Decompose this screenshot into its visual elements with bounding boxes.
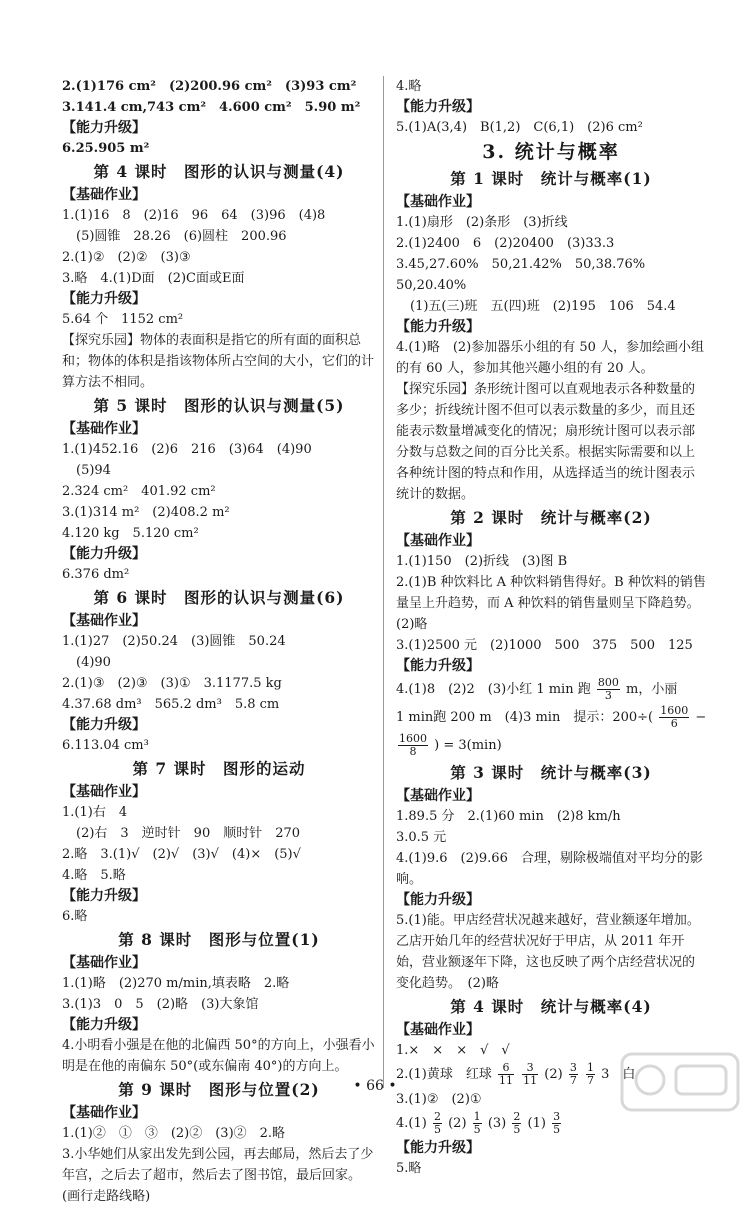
answer-line: 5.(1)A(3,4) B(1,2) C(6,1) (2)6 cm²: [396, 120, 643, 135]
answer-line: 5.64 个 1152 cm²: [62, 312, 184, 327]
answer-text: (2): [544, 1067, 563, 1082]
answer-line: (4)90: [76, 655, 111, 670]
fraction-denominator: 11: [523, 1074, 538, 1087]
section-heading: 【基础作业】: [62, 613, 146, 629]
answer-line: 1.(1)452.16 (2)6 216 (3)64 (4)90: [62, 442, 312, 457]
answer-line: (1)五(三)班 五(四)班 (2)195 106 54.4: [410, 299, 676, 314]
fraction-denominator: 5: [473, 1123, 481, 1136]
answer-line: (2)右 3 逆时针 90 顺时针 270: [76, 826, 301, 841]
section-heading: 【能力升级】: [62, 717, 146, 733]
answer-paragraph: 3.小华她们从家出发先到公园，再去邮局，然后去了少年宫，之后去了超市，然后去了图书馆，最后回家。(画行走路线略): [62, 1147, 374, 1204]
section-heading: 【能力升级】: [396, 892, 480, 908]
answer-paragraph: 2.(1)B 种饮料比 A 种饮料销售得好。B 种饮料的销售量呈上升趋势，而 A 种饮料的销售量则呈下降趋势。 (2)略: [396, 575, 707, 632]
section-heading: 【基础作业】: [62, 955, 146, 971]
answer-line: 3.(1)② (2)①: [396, 1092, 482, 1107]
fraction-numerator: 800: [597, 676, 619, 689]
answer-line: 3.(1)314 m² (2)408.2 m²: [62, 505, 230, 520]
answer-line: 5.略: [396, 1161, 422, 1176]
explore-paragraph: 【探究乐园】物体的表面积是指它的所有面的面积总和；物体的体积是指该物体所占空间的大小，它们的计算方法不相同。: [62, 333, 375, 390]
answer-line: 1.(1)27 (2)50.24 (3)圆锥 50.24: [62, 634, 286, 649]
lesson-title: 第 5 课时 图形的认识与测量(5): [93, 396, 345, 415]
section-heading: 【基础作业】: [396, 788, 480, 804]
section-heading: 【能力升级】: [396, 99, 480, 115]
answer-line: 3.略 4.(1)D面 (2)C面或E面: [62, 271, 245, 286]
lesson-title: 第 9 课时 图形与位置(2): [118, 1080, 320, 1099]
answer-line: 1.(1)扇形 (2)条形 (3)折线: [396, 215, 568, 230]
left-column: [62, 76, 376, 1207]
section-heading: 【基础作业】: [396, 533, 480, 549]
lesson-title: 第 3 课时 统计与概率(3): [450, 763, 652, 782]
answer-line: 4.120 kg 5.120 cm²: [62, 526, 199, 541]
section-heading: 【基础作业】: [62, 1105, 146, 1121]
answer-text: 3 白: [601, 1067, 636, 1082]
answer-text: ) = 3(min): [434, 738, 502, 753]
answer-line: 4.略: [396, 79, 422, 94]
answer-line: 2.(1)2400 6 (2)20400 (3)33.3: [396, 236, 615, 251]
fraction: [597, 677, 620, 702]
answer-line: 1.(1)② ① ③ (2)② (3)② 2.略: [62, 1126, 286, 1141]
answer-line: 2.略 3.(1)√ (2)√ (3)√ (4)× (5)√: [62, 847, 301, 862]
fraction-denominator: 5: [433, 1123, 441, 1136]
answer-line: 1.(1)略 (2)270 m/min,填表略 2.略: [62, 976, 290, 991]
lesson-title: 第 4 课时 统计与概率(4): [450, 997, 652, 1016]
answer-line: [396, 1110, 706, 1138]
lesson-title: 第 2 课时 统计与概率(2): [450, 508, 652, 527]
fraction-numerator: 1600: [399, 732, 427, 745]
answer-line: 2.(1)③ (2)③ (3)① 3.1177.5 kg: [62, 676, 282, 691]
answer-line: 2.(1)176 cm² (2)200.96 cm² (3)93 cm²: [62, 79, 357, 94]
section-heading: 【基础作业】: [62, 187, 146, 203]
answer-line: 4.37.68 dm³ 565.2 dm³ 5.8 cm: [62, 697, 280, 712]
fraction: [552, 1111, 561, 1136]
section-heading: 【能力升级】: [396, 658, 480, 674]
column-divider: [383, 76, 384, 1088]
answer-text: (3): [487, 1116, 507, 1131]
fraction-denominator: 6: [670, 717, 678, 730]
answer-text: m，小丽: [626, 682, 678, 697]
section-heading: 【能力升级】: [62, 1017, 146, 1033]
lesson-title: 第 6 课时 图形的认识与测量(6): [93, 588, 345, 607]
fraction-numerator: 2: [513, 1110, 521, 1123]
section-heading: 【能力升级】: [62, 546, 146, 562]
fraction-numerator: 1600: [660, 704, 689, 717]
answer-text: 4.(1)8 (2)2 (3)小红 1 min 跑: [396, 682, 591, 697]
answer-line: 3.141.4 cm,743 cm² 4.600 cm² 5.90 m²: [62, 100, 361, 115]
lesson-title: 第 8 课时 图形与位置(1): [118, 930, 320, 949]
chapter-title: 3. 统计与概率: [482, 141, 620, 163]
answer-paragraph: 4.小明看小强是在他的北偏西 50°的方向上，小强看小明是在他的南偏东 50°(或东偏南 40°)的方向上。: [62, 1038, 375, 1074]
answer-line: 6.略: [62, 909, 88, 924]
answer-text: −: [695, 710, 707, 725]
answer-text: (1): [527, 1116, 546, 1131]
section-heading: 【能力升级】: [62, 291, 146, 307]
section-heading: 【基础作业】: [396, 1022, 480, 1038]
answer-paragraph: 5.(1)能。甲店经营状况越来越好，营业额逐年增加。乙店开始几年的经营状况好于甲店，从 2011 年开始，营业额逐年下降，这也反映了两个店经营状况的变化趋势。 (2)略: [396, 913, 700, 991]
fraction-numerator: 1: [586, 1061, 594, 1074]
answer-line: 6.25.905 m²: [62, 141, 150, 156]
fraction-numerator: 3: [522, 1062, 538, 1075]
answer-line: 1.(1)16 8 (2)16 96 64 (3)96 (4)8: [62, 208, 326, 223]
section-heading: 【能力升级】: [396, 319, 480, 335]
fraction: [659, 705, 689, 730]
answer-line: [396, 676, 706, 704]
fraction-denominator: 3: [604, 689, 612, 702]
answer-line: 1.(1)右 4: [62, 805, 128, 820]
answer-paragraph: 4.(1)略 (2)参加器乐小组的有 50 人，参加绘画小组的有 60 人，参加其他兴趣小组的有 20 人。: [396, 340, 705, 376]
fraction: [433, 1111, 442, 1136]
answer-line: 3.45,27.60% 50,21.42% 50,38.76% 50,20.40%: [396, 257, 659, 293]
answer-line: [396, 732, 706, 760]
fraction-numerator: 2: [433, 1110, 441, 1123]
section-heading: 【基础作业】: [396, 194, 480, 210]
section-heading: 【基础作业】: [62, 784, 146, 800]
right-column: [396, 76, 706, 1179]
lesson-title: 第 4 课时 图形的认识与测量(4): [93, 162, 345, 181]
answer-line: [396, 704, 706, 732]
fraction-denominator: 5: [553, 1123, 561, 1136]
answer-line: (5)94: [76, 463, 111, 478]
fraction-denominator: 7: [569, 1074, 577, 1087]
answer-line: 6.113.04 cm³: [62, 738, 149, 753]
fraction-numerator: 1: [473, 1110, 481, 1123]
section-heading: 【基础作业】: [62, 421, 146, 437]
answer-line: 3.0.5 元: [396, 830, 447, 845]
section-heading: 【能力升级】: [62, 120, 146, 136]
answer-line: 1.89.5 分 2.(1)60 min (2)8 km/h: [396, 809, 621, 824]
answer-line: 6.376 dm²: [62, 567, 130, 582]
page-number: • 66 •: [353, 1078, 397, 1094]
fraction-denominator: 7: [586, 1074, 594, 1087]
answer-text: 1 min跑 200 m (4)3 min 提示：200÷(: [396, 710, 654, 725]
fraction: [473, 1111, 482, 1136]
fraction-denominator: 11: [498, 1074, 513, 1087]
answer-line: 1.× × × √ √: [396, 1043, 510, 1058]
fraction: [512, 1111, 521, 1136]
fraction-denominator: 5: [513, 1123, 521, 1136]
fraction: [398, 733, 428, 758]
watermark-logo-icon: [620, 1050, 740, 1114]
fraction-denominator: 8: [409, 745, 417, 758]
fraction-numerator: 3: [569, 1061, 577, 1074]
explore-paragraph: 【探究乐园】条形统计图可以直观地表示各种数量的多少；折线统计图不但可以表示数量的多少，而且还能表示数量增减变化的情况；扇形统计图可以表示部分数与总数之间的百分比关系。根据实际需要和以上各种统计图的特点和作用，从选择适当的统计图表示统计的数据。: [396, 382, 696, 502]
left-top-block: [62, 76, 376, 159]
answer-text: 2.(1)黄球 红球: [396, 1067, 492, 1082]
answer-line: 4.略 5.略: [62, 868, 126, 883]
section-heading: 【能力升级】: [62, 888, 146, 904]
answer-paragraph: 4.(1)9.6 (2)9.66 合理，剔除极端值对平均分的影响。: [396, 851, 703, 887]
answer-line: (5)圆锥 28.26 (6)圆柱 200.96: [76, 229, 287, 244]
answer-line: 2.324 cm² 401.92 cm²: [62, 484, 216, 499]
section-heading: 【能力升级】: [396, 1140, 480, 1156]
answer-text: (2): [448, 1116, 467, 1131]
answer-line: 3.(1)3 0 5 (2)略 (3)大象馆: [62, 997, 259, 1012]
lesson-title: 第 7 课时 图形的运动: [132, 759, 306, 778]
lesson-title: 第 1 课时 统计与概率(1): [450, 169, 652, 188]
fraction-numerator: 3: [553, 1110, 561, 1123]
answer-text: 4.(1): [396, 1116, 427, 1131]
answer-line: 1.(1)150 (2)折线 (3)图 B: [396, 554, 568, 569]
fraction-numerator: 6: [498, 1062, 514, 1075]
answer-line: 2.(1)② (2)② (3)③: [62, 250, 191, 265]
answer-line: 3.(1)2500 元 (2)1000 500 375 500 125: [396, 638, 693, 653]
